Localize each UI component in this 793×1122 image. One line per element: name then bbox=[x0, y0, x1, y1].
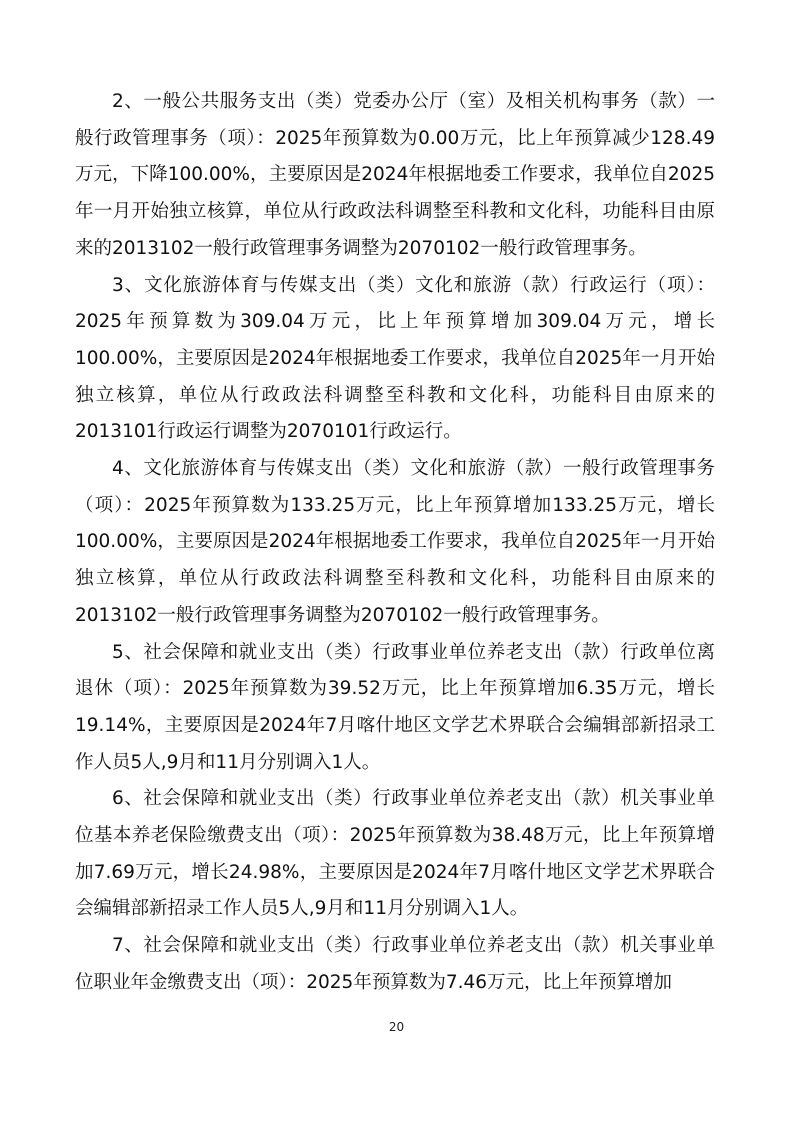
paragraph-item-3: 3、文化旅游体育与传媒支出（类）文化和旅游（款）行政运行（项）：2025年预算数为309.04万元，比上年预算增加309.04万元，增长100.00%，主要原因是2024年根据地委工作要求，我单位自2025年一月开始独立核算，单位从行政政法科调整至科教和文化科，功能科目由原来的2013101行政运行调整为2070101行政运行。 bbox=[75, 274, 715, 443]
document-body bbox=[75, 84, 715, 1002]
paragraph-item-2: 2、一般公共服务支出（类）党委办公厅（室）及相关机构事务（款）一般行政管理事务（项）：2025年预算数为0.00万元，比上年预算减少128.49万元，下降100.00%，主要原因是2024年根据地委工作要求，我单位自2025年一月开始独立核算，单位从行政政法科调整至科教和文化科，功能科目由原来的2013102一般行政管理事务调整为2070102一般行政管理事务。 bbox=[75, 91, 715, 259]
paragraph-item-4: 4、文化旅游体育与传媒支出（类）文化和旅游（款）一般行政管理事务（项）：2025年预算数为133.25万元，比上年预算增加133.25万元，增长100.00%，主要原因是2024年根据地委工作要求，我单位自2025年一月开始独立核算，单位从行政政法科调整至科教和文化科，功能科目由原来的2013102一般行政管理事务调整为2070102一般行政管理事务。 bbox=[75, 458, 715, 626]
paragraph-item-6: 6、社会保障和就业支出（类）行政事业单位养老支出（款）机关事业单位基本养老保险缴费支出（项）：2025年预算数为38.48万元，比上年预算增加7.69万元，增长24.98%，主要原因是2024年7月喀什地区文学艺术界联合会编辑部新招录工作人员5人,9月和11月分别调入1人。 bbox=[75, 788, 715, 920]
paragraph-item-5: 5、社会保障和就业支出（类）行政事业单位养老支出（款）行政单位离退休（项）：2025年预算数为39.52万元，比上年预算增加6.35万元，增长19.14%，主要原因是2024年7月喀什地区文学艺术界联合会编辑部新招录工作人员5人,9月和11月分别调入1人。 bbox=[75, 641, 715, 773]
paragraph-item-7: 7、社会保障和就业支出（类）行政事业单位养老支出（款）机关事业单位职业年金缴费支出（项）：2025年预算数为7.46万元，比上年预算增加 bbox=[75, 935, 715, 993]
page-number: 20 bbox=[388, 1020, 405, 1034]
